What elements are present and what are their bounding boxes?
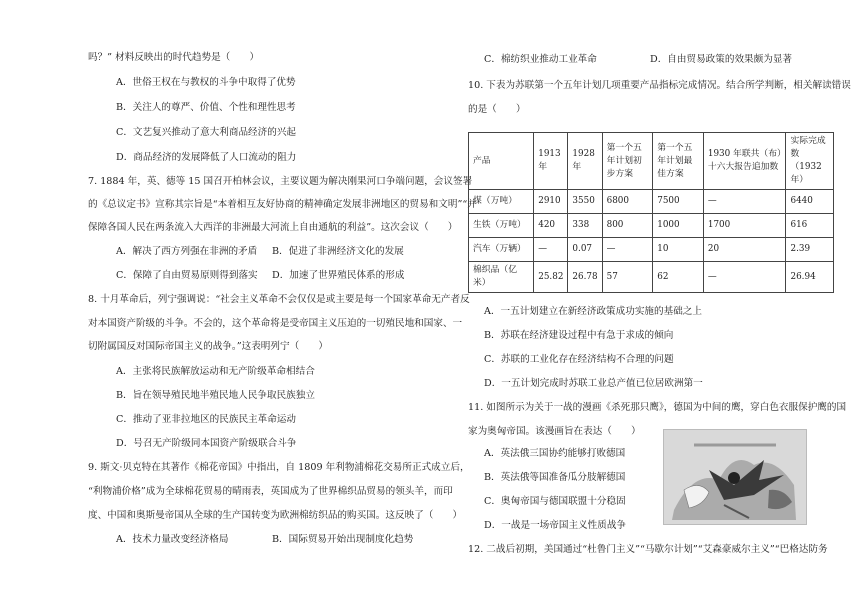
table-header-cell: 1928 年 bbox=[568, 133, 602, 190]
q9-stem-line: 度、中国和奥斯曼帝国从全球的生产国转变为欧洲棉纺织品的购买国。这反映了（ ） bbox=[88, 510, 463, 521]
q10-stem-line: 的是（ ） bbox=[468, 104, 526, 115]
q7-option-a: A．解决了西方列强在非洲的矛盾 bbox=[116, 246, 258, 257]
table-cell: 800 bbox=[602, 214, 653, 238]
q9-option-d: D．自由贸易政策的效果颇为显著 bbox=[650, 54, 793, 65]
q6-stem-tail: 吗？” 材料反映出的时代趋势是（ ） bbox=[88, 52, 260, 63]
table-cell: 0.07 bbox=[568, 238, 602, 262]
q8-option-d: D．号召无产阶级同本国资产阶级联合斗争 bbox=[116, 438, 297, 449]
table-header-cell: 1930 年联共（布）十六大报告追加数 bbox=[703, 133, 786, 190]
five-year-plan-table bbox=[468, 132, 834, 293]
table-cell: 26.78 bbox=[568, 262, 602, 293]
cartoon-kill-the-eagle-image bbox=[663, 429, 807, 525]
q9-stem-line: “利物浦价格”成为全球棉花贸易的晴雨表，英国成为了世界棉织品贸易的领头羊，而印 bbox=[88, 486, 453, 497]
q9-option-b: B．国际贸易开始出现制度化趋势 bbox=[272, 534, 414, 545]
q10-option-d: D．一五计划完成时苏联工业总产值已位居欧洲第一 bbox=[484, 378, 703, 389]
cartoon-illustration-icon bbox=[664, 430, 806, 524]
table-cell: 20 bbox=[703, 238, 786, 262]
table-cell: 3550 bbox=[568, 190, 602, 214]
table-cell: 57 bbox=[602, 262, 653, 293]
q11-option-d: D．一战是一场帝国主义性质战争 bbox=[484, 520, 627, 531]
q7-option-b: B．促进了非洲经济文化的发展 bbox=[272, 246, 404, 257]
table-cell: 2910 bbox=[534, 190, 568, 214]
q10-option-c: C．苏联的工业化存在经济结构不合理的问题 bbox=[484, 354, 674, 365]
table-cell: 62 bbox=[653, 262, 704, 293]
table-cell: 2.39 bbox=[786, 238, 834, 262]
table-cell: 338 bbox=[568, 214, 602, 238]
q11-option-c: C．奥匈帝国与德国联盟十分稳固 bbox=[484, 496, 626, 507]
table-cell: 26.94 bbox=[786, 262, 834, 293]
table-cell: 25.82 bbox=[534, 262, 568, 293]
table-cell: 生铁（万吨） bbox=[469, 214, 534, 238]
q10-stem-line: 10. 下表为苏联第一个五年计划几项重要产品指标完成情况。结合所学判断，相关解读错误 bbox=[468, 80, 851, 91]
q6-option-c: C．文艺复兴推动了意大利商品经济的兴起 bbox=[116, 127, 297, 138]
table-cell: 6440 bbox=[786, 190, 834, 214]
table-cell: 10 bbox=[653, 238, 704, 262]
q6-option-d: D．商品经济的发展降低了人口流动的阻力 bbox=[116, 152, 297, 163]
q8-stem-line: 8. 十月革命后，列宁强调说：“社会主义革命不会仅仅是或主要是每一个国家革命无产者反 bbox=[88, 294, 470, 305]
table-header-row bbox=[469, 133, 834, 190]
table-header-cell: 1913 年 bbox=[534, 133, 568, 190]
table-header-cell: 第一个五年计划初步方案 bbox=[602, 133, 653, 190]
q8-option-b: B．旨在领导殖民地半殖民地人民争取民族独立 bbox=[116, 390, 315, 401]
table-cell: 棉织品（亿米） bbox=[469, 262, 534, 293]
table-cell: 1000 bbox=[653, 214, 704, 238]
q10-option-a: A．一五计划建立在新经济政策成功实施的基础之上 bbox=[484, 306, 702, 317]
q7-option-c: C．保障了自由贸易原则得到落实 bbox=[116, 270, 258, 281]
table-cell: 1700 bbox=[703, 214, 786, 238]
q7-stem-line: 的《总议定书》宣称其宗旨是“本着相互友好协商的精神确定发展非洲地区的贸易和文明”“并 bbox=[88, 199, 477, 210]
table-header-cell: 实际完成数（1932 年） bbox=[786, 133, 834, 190]
q8-stem-line: 切附属国反对国际帝国主义的战争。”这表明列宁（ ） bbox=[88, 341, 328, 352]
table-cell: — bbox=[703, 262, 786, 293]
q6-option-a: A．世俗王权在与教权的斗争中取得了优势 bbox=[116, 77, 296, 88]
q8-stem-line: 对本国资产阶级的斗争。不会的，这个革命将是受帝国主义压迫的一切殖民地和国家、一 bbox=[88, 318, 463, 329]
q10-option-b: B．苏联在经济建设过程中有急于求成的倾向 bbox=[484, 330, 674, 341]
q7-option-d: D．加速了世界殖民体系的形成 bbox=[272, 270, 405, 281]
table-cell: 616 bbox=[786, 214, 834, 238]
q8-option-c: C．推动了亚非拉地区的民族民主革命运动 bbox=[116, 414, 297, 425]
q7-stem-line: 7. 1884 年，英、德等 15 国召开柏林会议，主要议题为解决刚果河口争端问题，会议签署 bbox=[88, 176, 473, 187]
table-header-cell: 产品 bbox=[469, 133, 534, 190]
q8-option-a: A．主张将民族解放运动和无产阶级革命相结合 bbox=[116, 366, 315, 377]
q11-stem-line: 家为奥匈帝国。该漫画旨在表达（ ） bbox=[468, 426, 641, 437]
table-header-cell: 第一个五年计划最佳方案 bbox=[653, 133, 704, 190]
q11-option-a: A．英法俄三国协约能够打败德国 bbox=[484, 448, 626, 459]
table-cell: 6800 bbox=[602, 190, 653, 214]
table-cell: 煤（万吨） bbox=[469, 190, 534, 214]
table-cell: — bbox=[602, 238, 653, 262]
table-cell: 汽车（万辆） bbox=[469, 238, 534, 262]
table-row bbox=[469, 214, 834, 238]
table-cell: 420 bbox=[534, 214, 568, 238]
table-row bbox=[469, 238, 834, 262]
q11-stem-line: 11. 如图所示为关于一战的漫画《杀死那只鹰》，德国为中间的鹰，穿白色衣服保护鹰的国 bbox=[468, 402, 847, 413]
table-cell: — bbox=[534, 238, 568, 262]
q12-stem-line: 12. 二战后初期，美国通过“杜鲁门主义”“马歇尔计划”“艾森豪威尔主义”“巴格达防务 bbox=[468, 544, 828, 555]
q9-option-c: C．棉纺织业推动工业革命 bbox=[484, 54, 597, 65]
table-cell: — bbox=[703, 190, 786, 214]
q9-stem-line: 9. 斯文·贝克特在其著作《棉花帝国》中指出，自 1809 年利物浦棉花交易所正式成立后， bbox=[88, 462, 470, 473]
q11-option-b: B．英法俄等国准备瓜分肢解德国 bbox=[484, 472, 626, 483]
table-cell: 7500 bbox=[653, 190, 704, 214]
q6-option-b: B．关注人的尊严、价值、个性和理性思考 bbox=[116, 102, 296, 113]
table-row bbox=[469, 190, 834, 214]
table-row bbox=[469, 262, 834, 293]
q7-stem-line: 保障各国人民在两条流入大西洋的非洲最大河流上自由通航的利益”。这次会议（ ） bbox=[88, 222, 458, 233]
q9-option-a: A．技术力量改变经济格局 bbox=[116, 534, 229, 545]
